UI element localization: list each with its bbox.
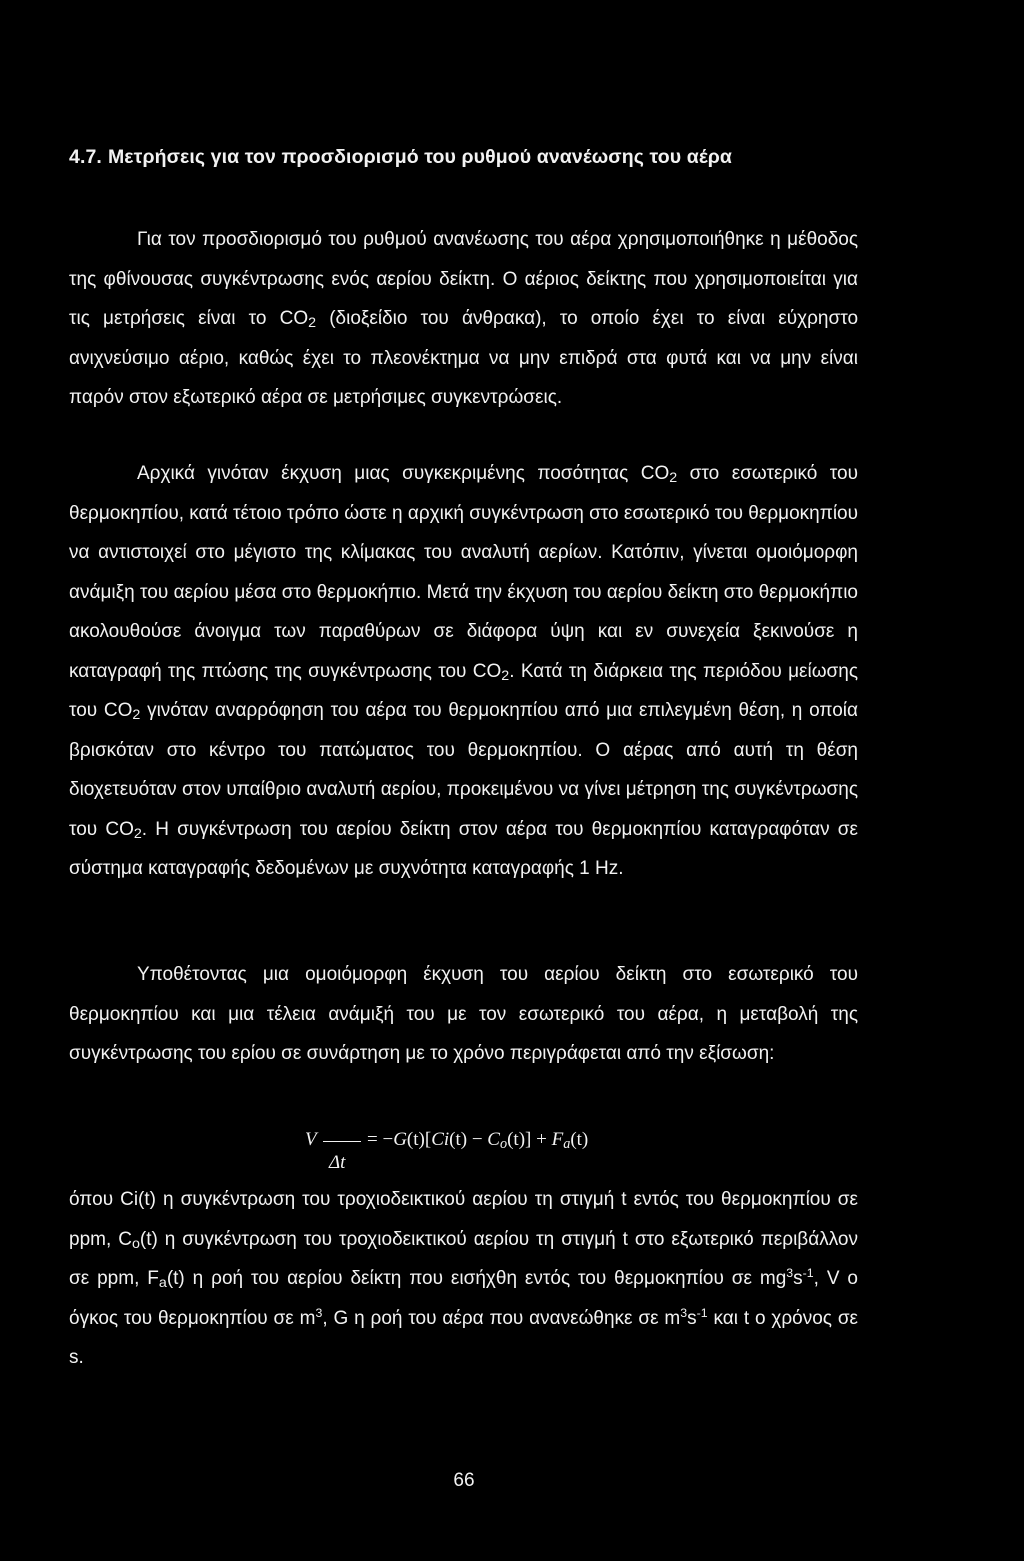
paragraph-procedure bbox=[69, 454, 858, 889]
paragraph-text: s bbox=[793, 1268, 803, 1289]
paragraph-text: , V ο όγκος του θερμοκηπίου σε m bbox=[69, 1268, 858, 1329]
subscript: 2 bbox=[308, 315, 317, 332]
paragraph-text: Υποθέτοντας μια ομοιόμορφη έκχυση του αερίου δείκτη στο εσωτερικό του θερμοκηπίου και μια τέλεια ανάμιξή του με τον εσωτερικό του αέρα, η μεταβολή της συγκέντρωσης του ερίου σε συνάρτηση με το χρόνο περιγράφεται από την εξίσωση: bbox=[69, 964, 858, 1064]
equation-term: (t)] + bbox=[507, 1129, 552, 1150]
section-number: 4.7. bbox=[69, 146, 102, 168]
paragraph-text: Αρχικά γινόταν έκχυση μιας συγκεκριμένης ποσότητας CO bbox=[137, 463, 670, 484]
section-title: Μετρήσεις για τον προσδιορισμό του ρυθμού ανανέωσης του αέρα bbox=[107, 146, 732, 168]
subscript: 2 bbox=[669, 470, 678, 487]
equation-term: F bbox=[551, 1129, 564, 1150]
paragraph-text: Για τον προσδιορισμό του ρυθμού ανανέωσης του αέρα χρησιμοποιήθηκε η μέθοδος της φθίνουσας συγκέντρωσης ενός αερίου δείκτη. Ο αέριος δείκτης που χρησιμοποιείται για τις μετρήσεις είναι το CO bbox=[69, 229, 858, 329]
superscript: 3 bbox=[786, 1266, 794, 1281]
equation-term: Ci bbox=[431, 1129, 450, 1150]
subscript: o bbox=[499, 1136, 508, 1153]
equation-right-side bbox=[367, 1129, 588, 1151]
paragraph-text: και t ο χρόνος σε s. bbox=[69, 1307, 859, 1368]
paragraph-text: s bbox=[687, 1307, 697, 1329]
superscript: 3 bbox=[680, 1305, 688, 1320]
paragraph-text: . Η συγκέντρωση του αερίου δείκτη στον αέρα του θερμοκηπίου καταγραφόταν σε σύστημα καταγραφής δεδομένων με συχνότητα καταγραφής 1 Hz. bbox=[69, 818, 858, 879]
paragraph-text: (t) η ροή του αερίου δείκτη που εισήχθη εντός του θερμοκηπίου σε mg bbox=[166, 1268, 787, 1289]
equation-term: (t)[ bbox=[406, 1129, 432, 1150]
paragraph-method bbox=[69, 220, 858, 418]
equation-term: G bbox=[393, 1129, 407, 1150]
concentration-equation bbox=[305, 1125, 705, 1179]
paragraph-text: (διοξείδιο του άνθρακα), το οποίο έχει το είναι εύχρηστο ανιχνεύσιμο αέριο, καθώς έχει το πλεονέκτημα να μην επιδρά στα φυτά και να μην είναι παρόν στον εξωτερικό αέρα σε μετρήσιμες συγκεντρώσεις. bbox=[69, 308, 859, 408]
paragraph-text: . Κατά τη διάρκεια της περιόδου μείωσης του CO bbox=[69, 660, 859, 721]
superscript: 3 bbox=[315, 1305, 323, 1320]
subscript: a bbox=[563, 1136, 571, 1153]
equation-volume: V bbox=[305, 1129, 317, 1150]
equation-term: C bbox=[487, 1129, 500, 1150]
section-heading bbox=[69, 146, 732, 169]
paragraph-text: γινόταν αναρρόφηση του αέρα του θερμοκηπίου από μια επιλεγμένη θέση, η οποία βρισκόταν στο κέντρο του πατώματος του θερμοκηπίου. Ο αέρας από αυτή τη θέση διοχετευόταν στον υπαίθριο αναλυτή αερίου, προκειμένου να γίνει μέτρηση της συγκέντρωσης του CO bbox=[69, 700, 859, 840]
equation-term: (t) − bbox=[449, 1129, 488, 1150]
subscript: 2 bbox=[133, 825, 142, 842]
equation-denominator: Δt bbox=[329, 1152, 346, 1173]
page-number: 66 bbox=[453, 1470, 475, 1491]
paragraph-text: , G η ροή του αέρα που ανανεώθηκε σε m bbox=[322, 1307, 681, 1329]
paragraph-assumption bbox=[69, 955, 858, 1074]
paragraph-text: στο εσωτερικό του θερμοκηπίου, κατά τέτοιο τρόπο ώστε η αρχική συγκέντρωση στο εσωτερικό του θερμοκηπίου να αντιστοιχεί στο μέγιστο της κλίμακας του αναλυτή αερίων. Κατόπιν, γίνεται ομοιόμορφη ανάμιξη του αερίου μέσα στο θερμοκήπιο. Μετά την έκχυση του αερίου δείκτη στο θερμοκήπιο ακολουθούσε άνοιγμα των παραθύρων σε διάφορα ύψη και εν συνεχεία ξεκινούσε η καταγραφή της πτώσης της συγκέντρωσης του CO bbox=[69, 463, 858, 682]
equation-fraction-bar bbox=[323, 1141, 361, 1142]
equation-term: = − bbox=[367, 1129, 394, 1150]
subscript: 2 bbox=[501, 667, 510, 684]
superscript: -1 bbox=[802, 1266, 814, 1281]
superscript: -1 bbox=[696, 1305, 708, 1320]
paragraph-definitions bbox=[69, 1180, 858, 1378]
subscript: a bbox=[158, 1275, 167, 1292]
subscript: o bbox=[131, 1235, 140, 1252]
paragraph-text: όπου Ci(t) η συγκέντρωση του τροχιοδεικτικού αερίου τη στιγμή t εντός του θερμοκηπίου σε ppm, C bbox=[69, 1189, 858, 1250]
subscript: 2 bbox=[132, 707, 141, 724]
paragraph-text: (t) η συγκέντρωση του τροχιοδεικτικού αερίου τη στιγμή t στο εξωτερικό περιβάλλον σε ppm, F bbox=[69, 1228, 858, 1289]
equation-term: (t) bbox=[570, 1129, 589, 1150]
